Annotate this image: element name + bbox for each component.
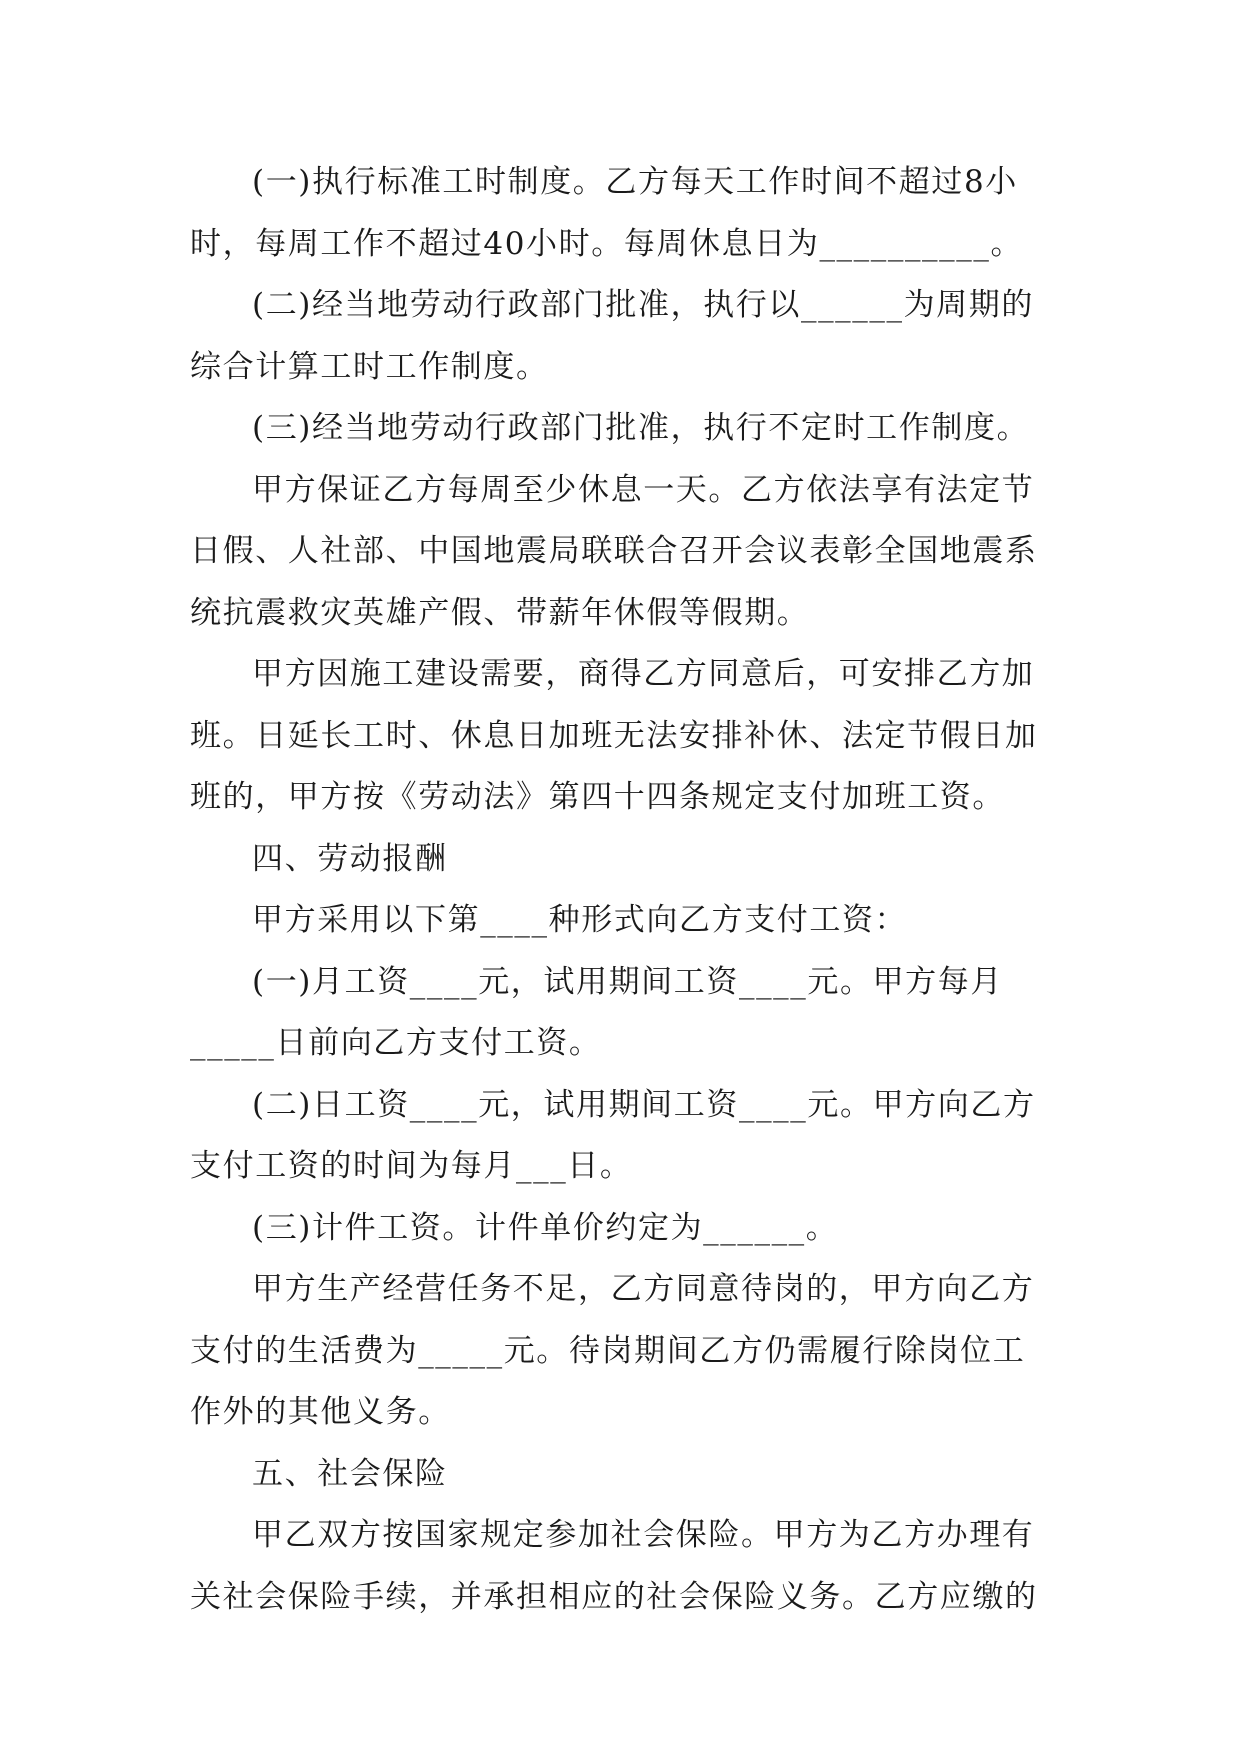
document-body bbox=[190, 152, 1052, 1628]
text-line: _____日前向乙方支付工资。 bbox=[190, 1025, 602, 1061]
text-line: (一)月工资____元，试用期间工资____元。甲方每月 bbox=[252, 963, 1003, 1000]
text-line: 甲方因施工建设需要，商得乙方同意后，可安排乙方加 bbox=[252, 656, 1035, 692]
text-line: 甲方生产经营任务不足，乙方同意待岗的，甲方向乙方 bbox=[252, 1271, 1035, 1307]
text-line: 支付的生活费为_____元。待岗期间乙方仍需履行除岗位工 bbox=[190, 1332, 1026, 1369]
text-line: 甲方采用以下第____种形式向乙方支付工资： bbox=[252, 902, 908, 938]
section-heading: 四、劳动报酬 bbox=[252, 840, 448, 877]
text-line: 日假、人社部、中国地震局联联合召开会议表彰全国地震系 bbox=[190, 533, 1038, 569]
text-line: 关社会保险手续，并承担相应的社会保险义务。乙方应缴的 bbox=[190, 1578, 1038, 1615]
text-line: 时，每周工作不超过40小时。每周休息日为__________。 bbox=[190, 225, 1024, 262]
text-line: 班。日延长工时、休息日加班无法安排补休、法定节假日加 bbox=[190, 717, 1038, 754]
text-line: (三)经当地劳动行政部门批准，执行不定时工作制度。 bbox=[252, 410, 1030, 446]
text-line: 综合计算工时工作制度。 bbox=[190, 348, 549, 385]
text-line: 支付工资的时间为每月___日。 bbox=[190, 1148, 633, 1184]
text-line: (二)经当地劳动行政部门批准，执行以______为周期的 bbox=[252, 287, 1034, 323]
text-line: (三)计件工资。计件单价约定为______。 bbox=[252, 1209, 839, 1246]
section-heading: 五、社会保险 bbox=[252, 1455, 448, 1492]
text-line: (一)执行标准工时制度。乙方每天工作时间不超过8小 bbox=[252, 164, 1018, 200]
text-line: 甲乙双方按国家规定参加社会保险。甲方为乙方办理有 bbox=[252, 1517, 1035, 1553]
text-line: (二)日工资____元，试用期间工资____元。甲方向乙方 bbox=[252, 1086, 1036, 1123]
text-line: 作外的其他义务。 bbox=[190, 1394, 451, 1430]
text-line: 甲方保证乙方每周至少休息一天。乙方依法享有法定节 bbox=[252, 471, 1035, 508]
text-line: 统抗震救灾英雄产假、带薪年休假等假期。 bbox=[190, 594, 810, 631]
text-line: 班的，甲方按《劳动法》第四十四条规定支付加班工资。 bbox=[190, 779, 1005, 815]
